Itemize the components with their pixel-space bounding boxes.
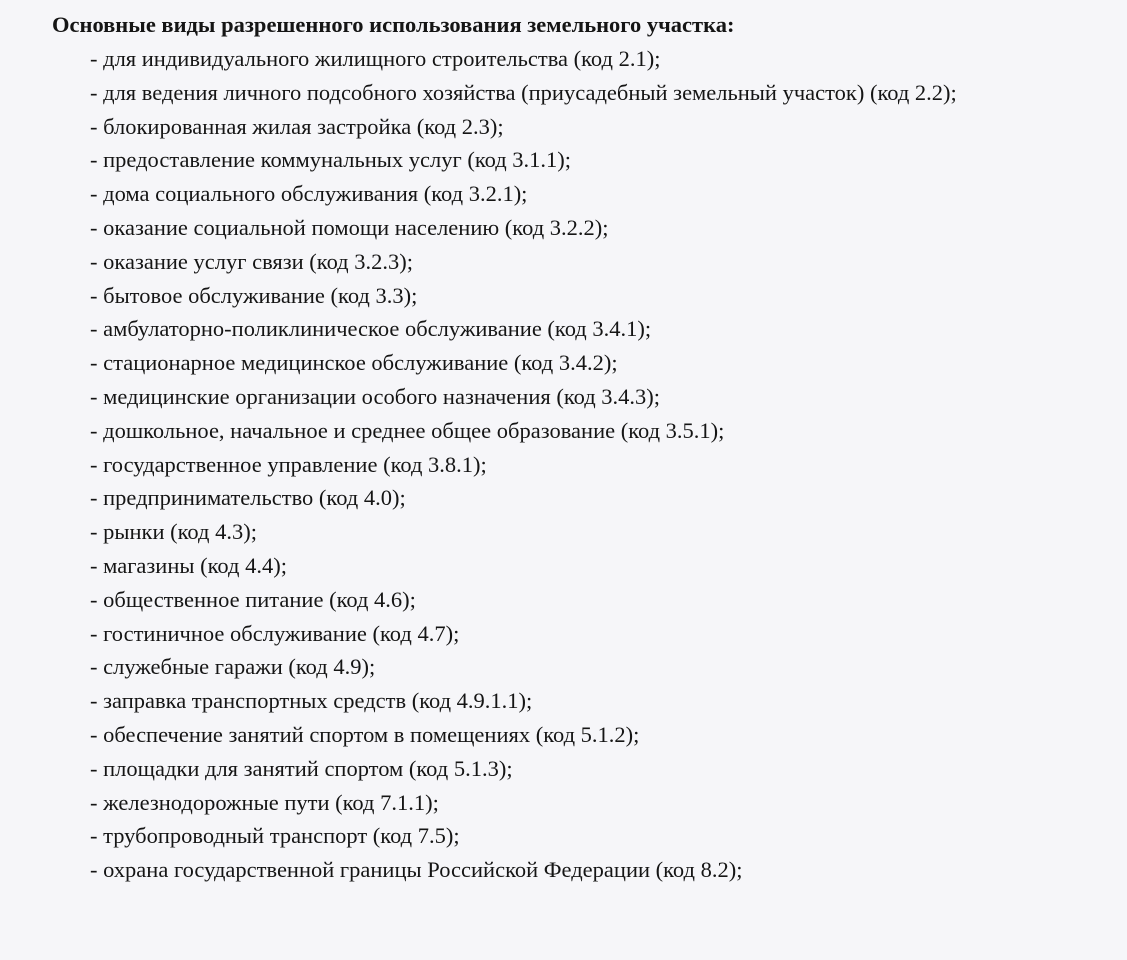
list-item: - общественное питание (код 4.6);: [90, 586, 416, 612]
list-item: - обеспечение занятий спортом в помещениях (код 5.1.2);: [90, 721, 640, 747]
list-item: - служебные гаражи (код 4.9);: [90, 654, 376, 680]
list-item: - оказание услуг связи (код 3.2.3);: [90, 248, 413, 274]
list-item: - бытовое обслуживание (код 3.3);: [90, 282, 418, 308]
list-item: - охрана государственной границы Российской Федерации (код 8.2);: [90, 857, 743, 883]
list-item: - стационарное медицинское обслуживание (код 3.4.2);: [90, 350, 618, 376]
list-item: - дошкольное, начальное и среднее общее образование (код 3.5.1);: [90, 417, 725, 443]
list-item: - железнодорожные пути (код 7.1.1);: [90, 789, 439, 815]
list-item: - амбулаторно-поликлиническое обслуживание (код 3.4.1);: [90, 316, 652, 342]
list-item: - дома социального обслуживания (код 3.2.1);: [90, 181, 528, 207]
list-item: - гостиничное обслуживание (код 4.7);: [90, 620, 460, 646]
list-item: - магазины (код 4.4);: [90, 552, 287, 578]
land-use-list: [90, 42, 1090, 887]
list-item: - блокированная жилая застройка (код 2.3);: [90, 113, 504, 139]
list-item: - предпринимательство (код 4.0);: [90, 485, 406, 511]
list-item: - медицинские организации особого назначения (код 3.4.3);: [90, 383, 661, 409]
list-item: - заправка транспортных средств (код 4.9.1.1);: [90, 688, 533, 714]
list-item: - трубопроводный транспорт (код 7.5);: [90, 823, 460, 849]
list-item: - оказание социальной помощи населению (код 3.2.2);: [90, 214, 609, 240]
list-item: - для индивидуального жилищного строительства (код 2.1);: [90, 46, 661, 71]
list-item: - государственное управление (код 3.8.1);: [90, 451, 487, 477]
list-item: - предоставление коммунальных услуг (код 3.1.1);: [90, 147, 572, 173]
list-item: - площадки для занятий спортом (код 5.1.3);: [90, 755, 513, 781]
section-heading: Основные виды разрешенного использования земельного участка:: [52, 12, 735, 37]
list-item: - рынки (код 4.3);: [90, 519, 257, 545]
list-item: - для ведения личного подсобного хозяйства (приусадебный земельный участок) (код 2.2);: [90, 79, 957, 105]
